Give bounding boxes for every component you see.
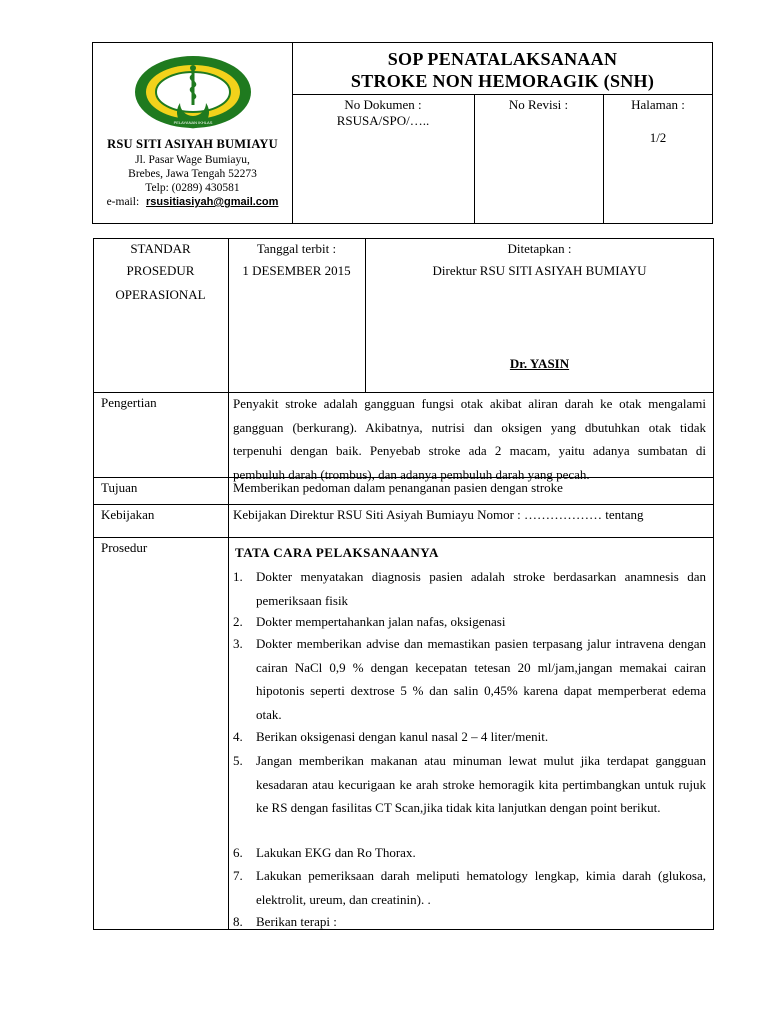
- procedure-step: [233, 749, 706, 820]
- step-number: 5.: [233, 753, 243, 768]
- step-text: Dokter memberikan advise dan memastikan pasien terpasang jalur intravena dengan cairan NaCl 0,9 % dengan kecepatan tetesan 20 ml/jam,jangan memakai cairan hipotonis seperti dextrose 5 % dan salin 0,45% karena dapat memperberat edema otak.: [256, 636, 706, 722]
- step-number: 3.: [233, 636, 243, 651]
- ditetapkan-value: Direktur RSU SITI ASIYAH BUMIAYU: [432, 263, 647, 278]
- hospital-name: RSU SITI ASIYAH BUMIAYU: [107, 137, 278, 151]
- step-number: 6.: [233, 845, 243, 860]
- tujuan-text: Memberikan pedoman dalam penanganan pasien dengan stroke: [233, 480, 563, 495]
- procedure-step: [233, 632, 706, 726]
- header-divider-halaman: [603, 94, 604, 224]
- procedure-step: [233, 864, 706, 911]
- step-number: 7.: [233, 868, 243, 883]
- step-number: 2.: [233, 614, 243, 629]
- step-number: 8.: [233, 914, 243, 929]
- row-divider-kebijakan: [93, 504, 714, 505]
- signatory-name: Dr. YASIN: [509, 356, 570, 371]
- address-line-1: Jl. Pasar Wage Bumiayu,: [135, 154, 250, 166]
- halaman-value: 1/2: [649, 130, 667, 145]
- procedure-step: [233, 565, 706, 612]
- prosedur-label: Prosedur: [101, 540, 148, 555]
- halaman-label: Halaman :: [631, 97, 685, 112]
- step-text: Lakukan EKG dan Ro Thorax.: [256, 845, 416, 860]
- procedure-step: [233, 725, 706, 749]
- pengertian-label: Pengertian: [101, 395, 157, 410]
- procedure-step: [233, 841, 706, 865]
- no-revisi-label: No Revisi :: [508, 97, 569, 112]
- tujuan-label: Tujuan: [101, 480, 138, 495]
- row-divider-prosedur: [93, 537, 714, 538]
- address-line-2: Brebes, Jawa Tengah 52273: [128, 168, 257, 180]
- step-text: Lakukan pemeriksaan darah meliputi hematology lengkap, kimia darah (glukosa, elektrolit, ureum, dan creatinin). .: [256, 868, 706, 907]
- email-label: e-mail:: [106, 196, 140, 208]
- header-divider-horizontal: [292, 94, 713, 95]
- step-text: Dokter menyatakan diagnosis pasien adalah stroke berdasarkan anamnesis dan pemeriksaan fisik: [256, 569, 706, 608]
- standar-label-line-2: PROSEDUR: [126, 263, 195, 278]
- logo-seal-icon: [133, 55, 253, 130]
- step-number: 4.: [233, 729, 243, 744]
- ditetapkan-label: Ditetapkan :: [507, 241, 572, 256]
- document-title-line-1: SOP PENATALAKSANAAN: [387, 49, 618, 69]
- step-number: 1.: [233, 569, 243, 584]
- prosedur-heading: TATA CARA PELAKSANAANYA: [235, 545, 439, 560]
- procedure-step: [233, 910, 706, 934]
- tanggal-terbit-label: Tanggal terbit :: [256, 241, 337, 256]
- step-text: Dokter mempertahankan jalan nafas, oksigenasi: [256, 614, 506, 629]
- document-title-line-2: STROKE NON HEMORAGIK (SNH): [350, 71, 655, 91]
- procedure-step: [233, 610, 706, 634]
- no-dokumen-label: No Dokumen :: [344, 97, 422, 112]
- kebijakan-label: Kebijakan: [101, 507, 155, 522]
- standar-label-line-1: STANDAR: [130, 241, 191, 256]
- header-divider-revisi: [474, 94, 475, 224]
- step-text: Berikan terapi :: [256, 914, 337, 929]
- step-text: Berikan oksigenasi dengan kanul nasal 2 – 4 liter/menit.: [256, 729, 549, 744]
- sop-table-label-column-divider: [228, 238, 229, 930]
- hospital-logo: [133, 55, 253, 130]
- email-link[interactable]: rsusitiasiyah@gmail.com: [146, 196, 279, 208]
- tanggal-terbit-value: 1 DESEMBER 2015: [242, 263, 351, 278]
- no-dokumen-value: RSUSA/SPO/…..: [336, 113, 430, 128]
- logo-banner-text: PELAYANAN IKHLAS: [173, 120, 213, 125]
- phone-number: Telp: (0289) 430581: [145, 182, 240, 194]
- step-text: Jangan memberikan makanan atau minuman lewat mulut jika terdapat gangguan kesadaran atau kecurigaan ke arah stroke hemoragik kita pertimbangkan untuk rujuk ke RS dengan fasilitas CT Scan,jika tidak kita lanjutkan dengan point berikut.: [256, 753, 706, 815]
- email-row: [93, 195, 292, 209]
- pengertian-text: Penyakit stroke adalah gangguan fungsi otak akibat aliran darah ke otak mengalami gangguan (berkurang). Akibatnya, nutrisi dan oksigen yang dbutuhkan otak tidak terpenuhi dengan baik. Penyebab stroke ada 2 macam, yaitu adanya sumbatan di pembuluh darah (trombus), dan adanya pembuluh darah yang pecah.: [233, 396, 706, 482]
- standar-label-line-3: OPERASIONAL: [115, 287, 206, 302]
- kebijakan-text: Kebijakan Direktur RSU Siti Asiyah Bumiayu Nomor : ……………… tentang: [233, 507, 644, 522]
